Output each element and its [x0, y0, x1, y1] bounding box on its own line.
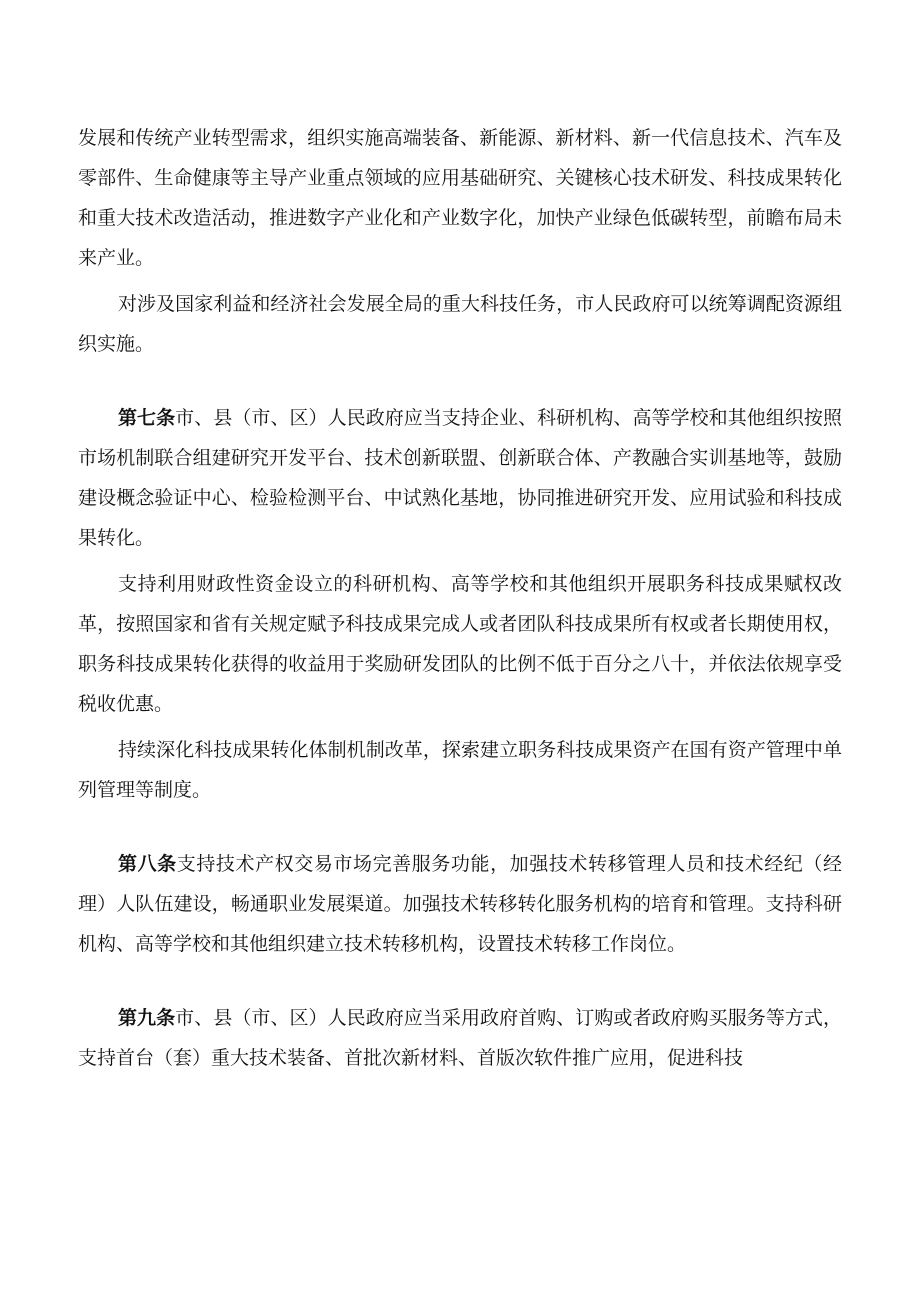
- document-page: [78, 118, 842, 1078]
- article-7: [78, 398, 842, 558]
- article-7-text: 市、县（市、区）人民政府应当支持企业、科研机构、高等学校和其他组织按照市场机制联合组建研究开发平台、技术创新联盟、创新联合体、产教融合实训基地等，鼓励建设概念验证中心、检验检测平台、中试熟化基地，协同推进研究开发、应用试验和科技成果转化。: [78, 407, 842, 549]
- article-9-text: 市、县（市、区）人民政府应当采用政府首购、订购或者政府购买服务等方式，支持首台（套）重大技术装备、首批次新材料、首版次软件推广应用，促进科技: [78, 1007, 842, 1069]
- paragraph-major-tasks: 对涉及国家利益和经济社会发展全局的重大科技任务，市人民政府可以统筹调配资源组织实施。: [78, 293, 842, 355]
- article-7-paragraph-3: 持续深化科技成果转化体制机制改革，探索建立职务科技成果资产在国有资产管理中单列管理等制度。: [78, 739, 842, 801]
- article-8-text: 支持技术产权交易市场完善服务功能，加强技术转移管理人员和技术经纪（经理）人队伍建设，畅通职业发展渠道。加强技术转移转化服务机构的培育和管理。支持科研机构、高等学校和其他组织建立技术转移机构，设置技术转移工作岗位。: [78, 853, 842, 955]
- paragraph-continued: 发展和传统产业转型需求，组织实施高端装备、新能源、新材料、新一代信息技术、汽车及零部件、生命健康等主导产业重点领域的应用基础研究、关键核心技术研发、科技成果转化和重大技术改造活动，推进数字产业化和产业数字化，加快产业绿色低碳转型，前瞻布局未来产业。: [78, 127, 842, 269]
- article-7-number: 第七条: [118, 407, 176, 429]
- article-8: [78, 844, 842, 964]
- article-8-number: 第八条: [118, 853, 177, 875]
- article-7-paragraph-2: 支持利用财政性资金设立的科研机构、高等学校和其他组织开展职务科技成果赋权改革，按照国家和省有关规定赋予科技成果完成人或者团队科技成果所有权或者长期使用权，职务科技成果转化获得的收益用于奖励研发团队的比例不低于百分之八十，并依法依规享受税收优惠。: [78, 573, 842, 715]
- article-9-number: 第九条: [118, 1007, 176, 1029]
- article-9: [78, 998, 842, 1078]
